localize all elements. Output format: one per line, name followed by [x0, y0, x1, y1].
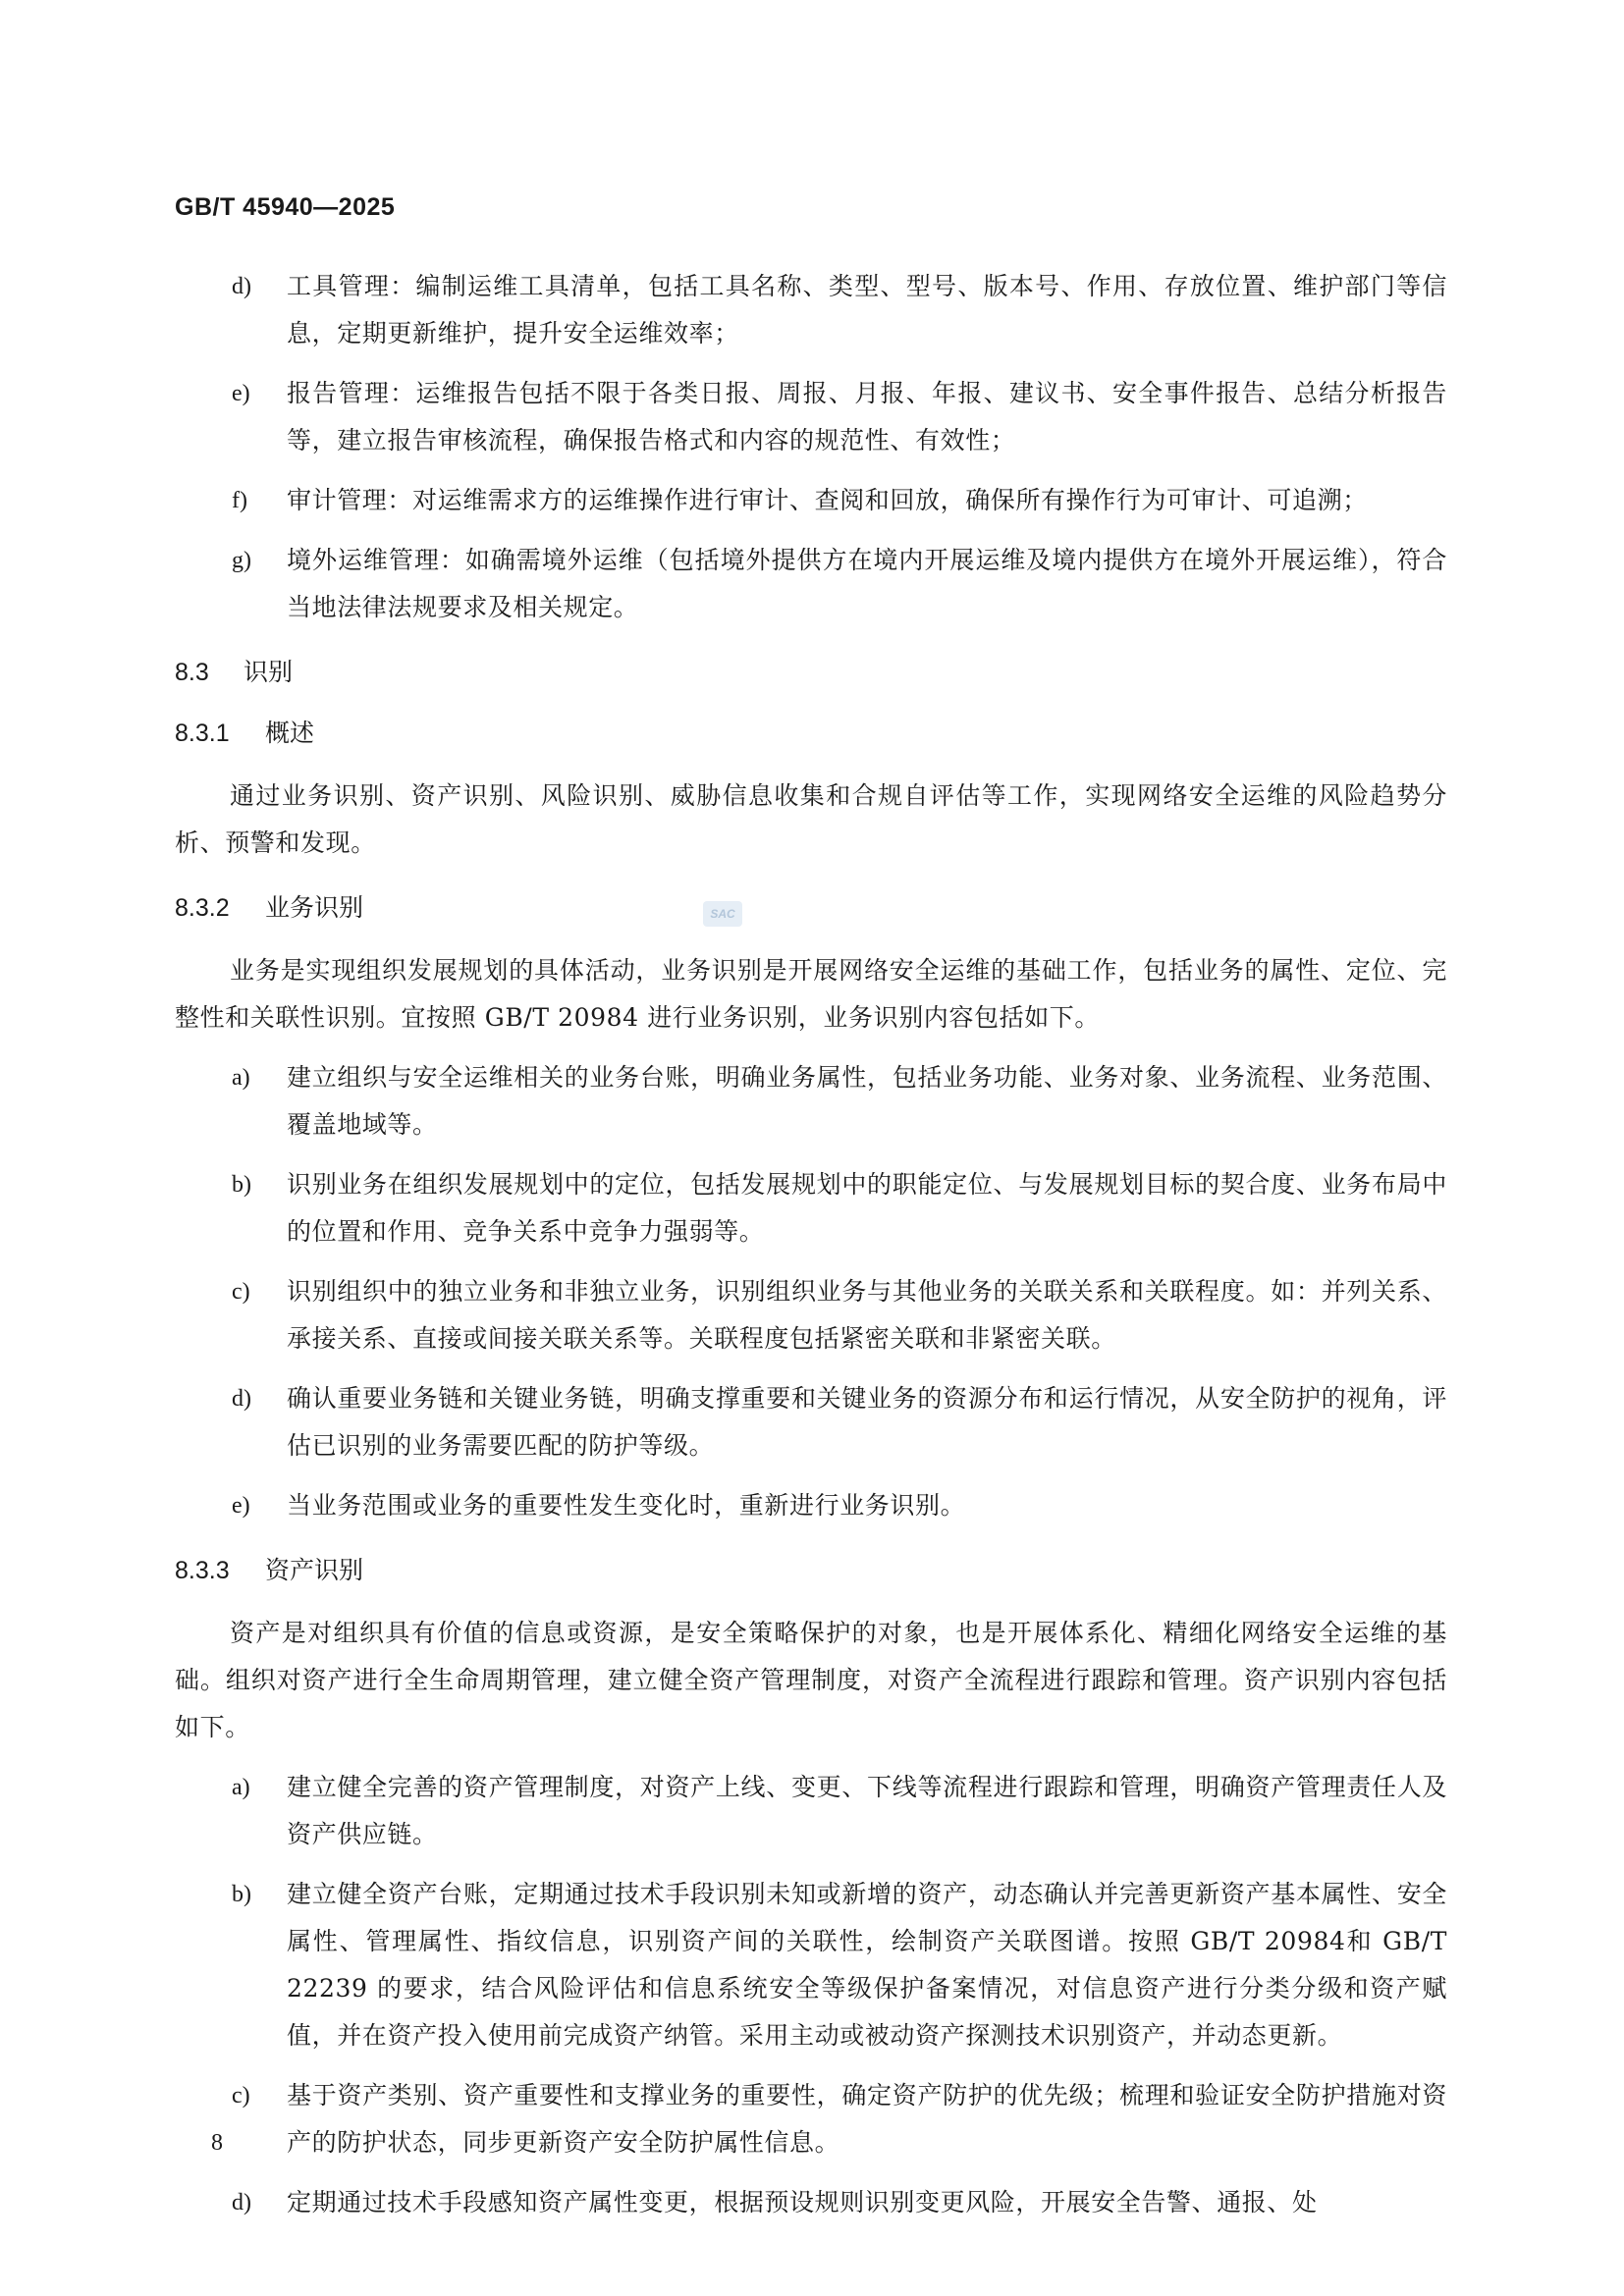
list-item-text: 当业务范围或业务的重要性发生变化时，重新进行业务识别。	[287, 1491, 966, 1520]
section-title: 概述	[265, 719, 315, 747]
section-number: 8.3.1	[175, 720, 230, 747]
list-item	[175, 1871, 1447, 2059]
list-item-marker: e)	[232, 381, 250, 406]
standard-code-header: GB/T 45940—2025	[175, 193, 396, 221]
list-item	[175, 1482, 1447, 1529]
list-item-text: 建立组织与安全运维相关的业务台账，明确业务属性，包括业务功能、业务对象、业务流程、业务范围、覆盖地域等。	[287, 1063, 1447, 1139]
list-item	[175, 1764, 1447, 1858]
page-number: 8	[211, 2130, 223, 2156]
list-item-marker: e)	[232, 1493, 250, 1519]
list-item-text: 境外运维管理：如确需境外运维（包括境外提供方在境内开展运维及境内提供方在境外开展运维），符合当地法律法规要求及相关规定。	[287, 546, 1447, 621]
list-item	[175, 1054, 1447, 1148]
list-item-marker: f)	[232, 488, 247, 513]
list-item-marker: b)	[232, 1172, 251, 1198]
list-item	[175, 2072, 1447, 2166]
list-item	[175, 2179, 1447, 2226]
list-item	[175, 537, 1447, 631]
sac-watermark-logo: SAC	[703, 901, 742, 927]
section-title: 资产识别	[265, 1556, 364, 1584]
section-heading-8-3-2	[175, 888, 1447, 928]
list-item-text: 定期通过技术手段感知资产属性变更，根据预设规则识别变更风险，开展安全告警、通报、处	[287, 2188, 1318, 2216]
list-item-marker: a)	[232, 1775, 250, 1800]
list-item-text: 确认重要业务链和关键业务链，明确支撑重要和关键业务的资源分布和运行情况，从安全防护的视角，评估已识别的业务需要匹配的防护等级。	[287, 1384, 1447, 1460]
list-item	[175, 1375, 1447, 1469]
list-item	[175, 477, 1447, 524]
list-item-marker: d)	[232, 274, 251, 299]
list-item	[175, 370, 1447, 464]
section-title: 业务识别	[265, 893, 364, 922]
section-heading-8-3	[175, 653, 1447, 692]
list-item-text: 审计管理：对运维需求方的运维操作进行审计、查阅和回放，确保所有操作行为可审计、可追溯；	[287, 486, 1368, 514]
list-item-text: 建立健全资产台账，定期通过技术手段识别未知或新增的资产，动态确认并完善更新资产基本属性、安全属性、管理属性、指纹信息，识别资产间的关联性，绘制资产关联图谱。按照 GB/T 20984和 GB/T 22239 的要求，结合风险评估和信息系统安全等级保护备案情况，对信息资产进行分类分级和资产赋值，并在资产投入使用前完成资产纳管。采用主动或被动资产探测技术识别资产，并动态更新。	[287, 1880, 1447, 2050]
section-title: 识别	[244, 658, 294, 686]
list-item-text: 建立健全完善的资产管理制度，对资产上线、变更、下线等流程进行跟踪和管理，明确资产管理责任人及资产供应链。	[287, 1773, 1447, 1848]
paragraph: 通过业务识别、资产识别、风险识别、威胁信息收集和合规自评估等工作，实现网络安全运维的风险趋势分析、预警和发现。	[175, 781, 1447, 857]
list-item-marker: c)	[232, 2083, 250, 2109]
list-item-text: 基于资产类别、资产重要性和支撑业务的重要性，确定资产防护的优先级；梳理和验证安全防护措施对资产的防护状态，同步更新资产安全防护属性信息。	[287, 2081, 1447, 2157]
list-item-marker: d)	[232, 2190, 251, 2216]
section-heading-8-3-3	[175, 1551, 1447, 1590]
list-item-text: 工具管理：编制运维工具清单，包括工具名称、类型、型号、版本号、作用、存放位置、维护部门等信息，定期更新维护，提升安全运维效率；	[287, 272, 1447, 347]
list-item	[175, 1161, 1447, 1255]
list-item-text: 识别业务在组织发展规划中的定位，包括发展规划中的职能定位、与发展规划目标的契合度、业务布局中的位置和作用、竞争关系中竞争力强弱等。	[287, 1170, 1447, 1246]
paragraph: 业务是实现组织发展规划的具体活动，业务识别是开展网络安全运维的基础工作，包括业务的属性、定位、完整性和关联性识别。宜按照 GB/T 20984 进行业务识别，业务识别内容包括如下。	[175, 956, 1447, 1032]
list-item	[175, 263, 1447, 357]
document-body	[175, 263, 1447, 2239]
list-item-marker: g)	[232, 548, 251, 573]
list-item-marker: c)	[232, 1279, 250, 1305]
list-item	[175, 1268, 1447, 1362]
paragraph: 资产是对组织具有价值的信息或资源，是安全策略保护的对象，也是开展体系化、精细化网络安全运维的基础。组织对资产进行全生命周期管理，建立健全资产管理制度，对资产全流程进行跟踪和管理。资产识别内容包括如下。	[175, 1619, 1447, 1741]
list-item-text: 报告管理：运维报告包括不限于各类日报、周报、月报、年报、建议书、安全事件报告、总结分析报告等，建立报告审核流程，确保报告格式和内容的规范性、有效性；	[287, 379, 1447, 454]
section-number: 8.3	[175, 659, 209, 686]
section-number: 8.3.2	[175, 894, 230, 922]
section-heading-8-3-1	[175, 714, 1447, 753]
section-number: 8.3.3	[175, 1557, 230, 1584]
list-item-marker: d)	[232, 1386, 251, 1412]
list-item-text: 识别组织中的独立业务和非独立业务，识别组织业务与其他业务的关联关系和关联程度。如：并列关系、承接关系、直接或间接关联关系等。关联程度包括紧密关联和非紧密关联。	[287, 1277, 1447, 1353]
list-item-marker: b)	[232, 1882, 251, 1907]
list-item-marker: a)	[232, 1065, 250, 1091]
